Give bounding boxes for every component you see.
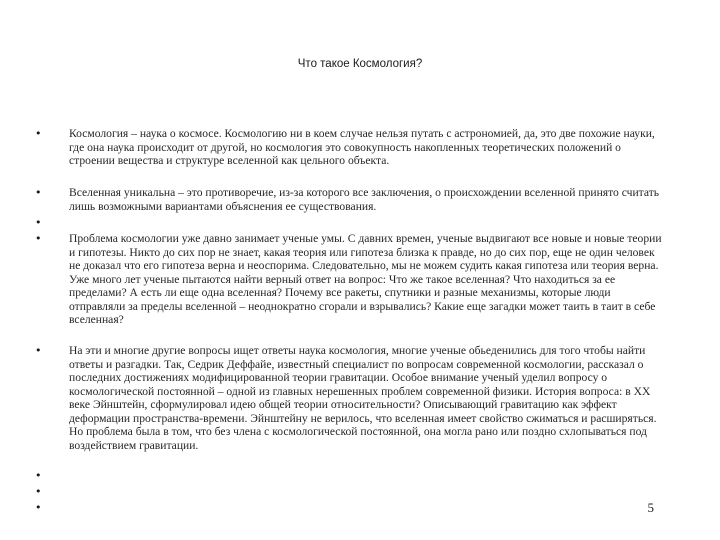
page-number: 5 <box>647 500 654 515</box>
bullet-dot-icon: • <box>35 232 42 245</box>
bullet-dot-icon: • <box>35 501 42 514</box>
bullet-text: Космология – наука о космосе. Космологию ни в коем случае нельзя путать с астрономией, да, это две похожие науки, где она наука происходит от другой, но космология это совокупность накопленных теоретических положений о строении вещества и структуре вселенной как цельного объекта. <box>69 127 655 167</box>
bullet-dot-icon: • <box>35 216 42 229</box>
bullet-text: Вселенная уникальна – это противоречие, из-за которого все заключения, о происхождении вселенной принято считать лишь возможными вариантами объяснения ее существования. <box>69 186 660 213</box>
bullet-text: На эти и многие другие вопросы ищет ответы наука космология, многие ученые обьеденились для того чтобы найти ответы и разгадки. Так, Седрик Деффайе, известный специалист по вопросам современной космологии, рассказал о последних достижениях модифицированной теории гравитации. Особое внимание ученый уделил вопросу о космологической постоянной – одной из главных нерешенных проблем современной физики. История вопроса: в ХХ веке Эйнштейн, сформулировал идею общей теории относительности? Описывающий гравитацию как эффект деформации пространства-времени. Эйнштейну не верилось, что вселенная имеет свойство сжиматься и расширяться. Но проблема была в том, что без члена с космологической постоянной, она могла рано или поздно схлопываться под воздействием гравитации. <box>69 344 657 452</box>
bullet-dot-icon: • <box>35 485 42 498</box>
bullet-dot-icon: • <box>35 344 42 357</box>
bullet-text: Проблема космологии уже давно занимает ученые умы. С давних времен, ученые выдвигают все новые и новые теории и гипотезы. Никто до сих пор не знает, какая теория или гипотеза близка к правде, но до сих пор, еще не один человек не доказал что его гипотеза верна и неоспорима. Следовательно, мы не можем судить какая гипотеза или теория верна. Уже много лет ученые пытаются найти верный ответ на вопрос: Что же такое вселенная? Что находиться за ее пределами? А есть ли еще одна вселенная? Почему все ракеты, спутники и разные механизмы, которые люди отправляли за пределы вселенной – неоднократно сгорали и взрывались? Какие еще загадки может таить в таит в себе вселенная? <box>69 232 662 326</box>
bullet-dot-icon: • <box>35 127 42 140</box>
bullet-dot-icon: • <box>35 469 42 482</box>
bullet-dot-icon: • <box>35 186 42 199</box>
slide-title: Что такое Космология? <box>297 58 423 70</box>
